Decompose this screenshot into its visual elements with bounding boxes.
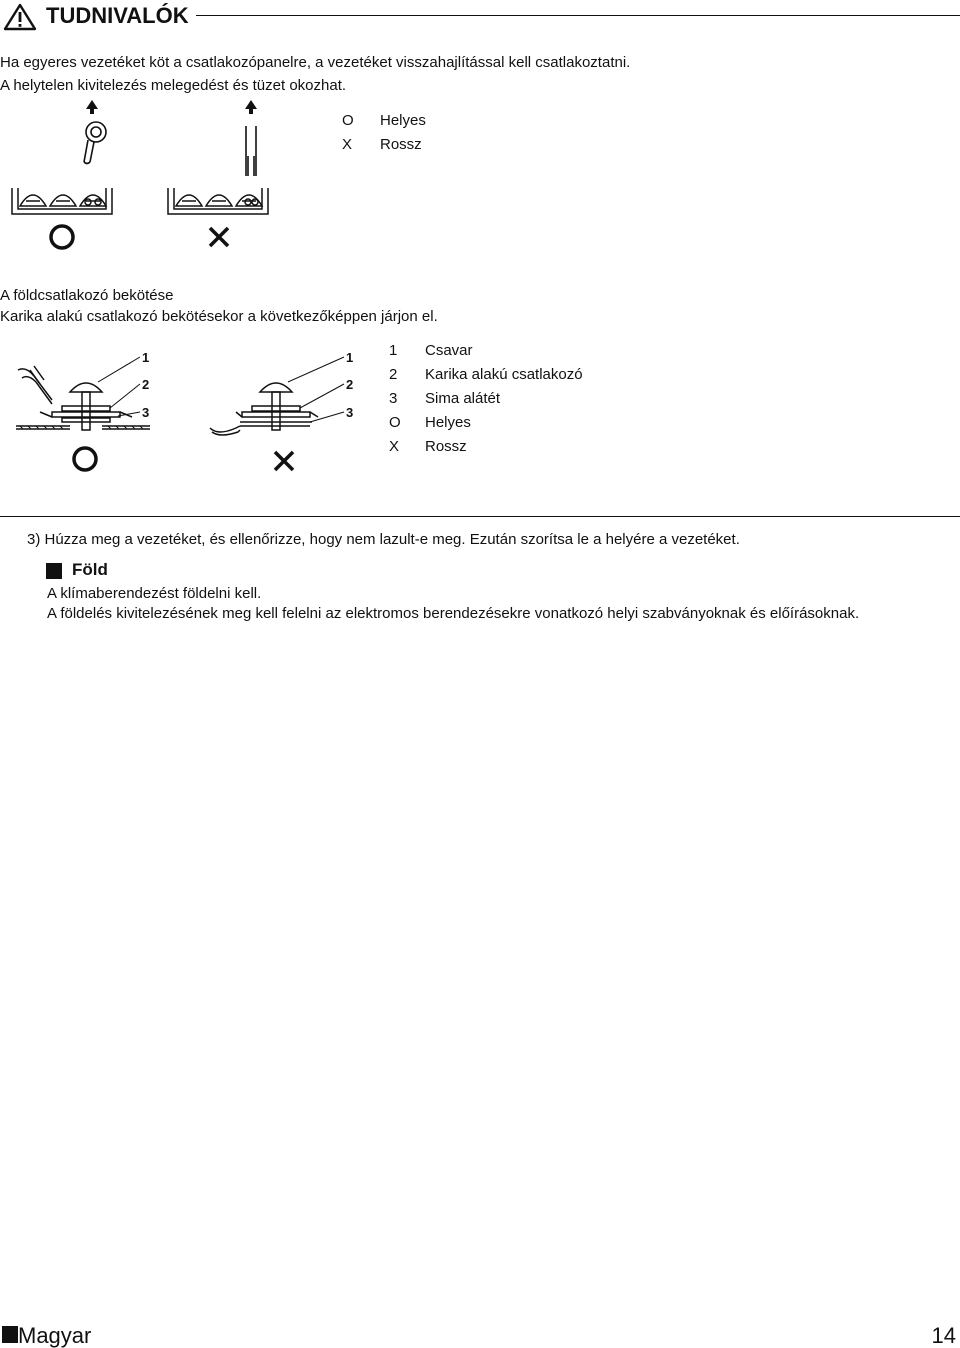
earth-line-2: A földelés kivitelezésének meg kell felelni az elektromos berendezésekre vonatkozó helyi szabványoknak és előírásoknak. bbox=[47, 605, 860, 622]
ground-section-title: A földcsatlakozó bekötése bbox=[0, 287, 174, 304]
correct-mark-icon bbox=[74, 448, 96, 470]
callout-2-right: 2 bbox=[346, 377, 354, 392]
wire-connection-figure bbox=[0, 96, 300, 256]
hooked-wire-correct bbox=[84, 100, 106, 164]
page-title: TUDNIVALÓK bbox=[46, 3, 189, 28]
legend-label-rossz: Rossz bbox=[380, 136, 422, 153]
wrong-mark-icon bbox=[275, 452, 293, 470]
warning-triangle-icon bbox=[3, 3, 37, 31]
footer-language: Magyar bbox=[18, 1323, 92, 1348]
page-number: 14 bbox=[931, 1323, 956, 1348]
legend2-key-2: 2 bbox=[389, 366, 398, 383]
ring-terminal-correct bbox=[16, 366, 150, 430]
footer-square-icon bbox=[2, 1326, 18, 1343]
straight-wire-wrong bbox=[245, 100, 257, 176]
terminal-block-right bbox=[168, 188, 268, 214]
correct-mark-icon bbox=[51, 226, 73, 248]
callout-3-right: 3 bbox=[346, 405, 354, 420]
wrong-mark-icon bbox=[210, 228, 228, 246]
legend-key-x: X bbox=[342, 136, 353, 153]
legend2-label-csavar: Csavar bbox=[425, 342, 473, 359]
ring-terminal-figure bbox=[0, 340, 380, 480]
legend2-label-karika: Karika alakú csatlakozó bbox=[425, 366, 583, 383]
header-rule bbox=[196, 15, 960, 16]
ground-instruction: Karika alakú csatlakozó bekötésekor a következőképpen járjon el. bbox=[0, 308, 438, 325]
legend2-key-3: 3 bbox=[389, 390, 398, 407]
step-3-text: 3) Húzza meg a vezetéket, és ellenőrizze, hogy nem lazult-e meg. Ezután szorítsa le a helyére a vezetéket. bbox=[27, 531, 740, 548]
section-rule bbox=[0, 516, 960, 517]
square-bullet-icon bbox=[46, 563, 62, 579]
ring-terminal-wrong bbox=[210, 383, 318, 435]
intro-line-2: A helytelen kivitelezés melegedést és tüzet okozhat. bbox=[0, 77, 347, 94]
legend2-key-o: O bbox=[389, 414, 401, 431]
callout-1-left: 1 bbox=[142, 350, 150, 365]
legend2-label-rossz: Rossz bbox=[425, 438, 467, 455]
callout-1-right: 1 bbox=[346, 350, 354, 365]
legend-label-helyes: Helyes bbox=[380, 112, 426, 129]
earth-section-title: Föld bbox=[72, 560, 108, 579]
legend-key-o: O bbox=[342, 112, 354, 129]
intro-line-1: Ha egyeres vezetéket köt a csatlakozópanelre, a vezetéket visszahajlítással kell csatlakoztatni. bbox=[0, 54, 631, 71]
legend2-label-helyes: Helyes bbox=[425, 414, 471, 431]
earth-line-1: A klímaberendezést földelni kell. bbox=[47, 585, 262, 602]
legend2-label-alatet: Sima alátét bbox=[425, 390, 501, 407]
legend2-key-1: 1 bbox=[389, 342, 398, 359]
legend2-key-x: X bbox=[389, 438, 400, 455]
callout-2-left: 2 bbox=[142, 377, 150, 392]
callout-3-left: 3 bbox=[142, 405, 150, 420]
terminal-block-left bbox=[12, 188, 112, 214]
